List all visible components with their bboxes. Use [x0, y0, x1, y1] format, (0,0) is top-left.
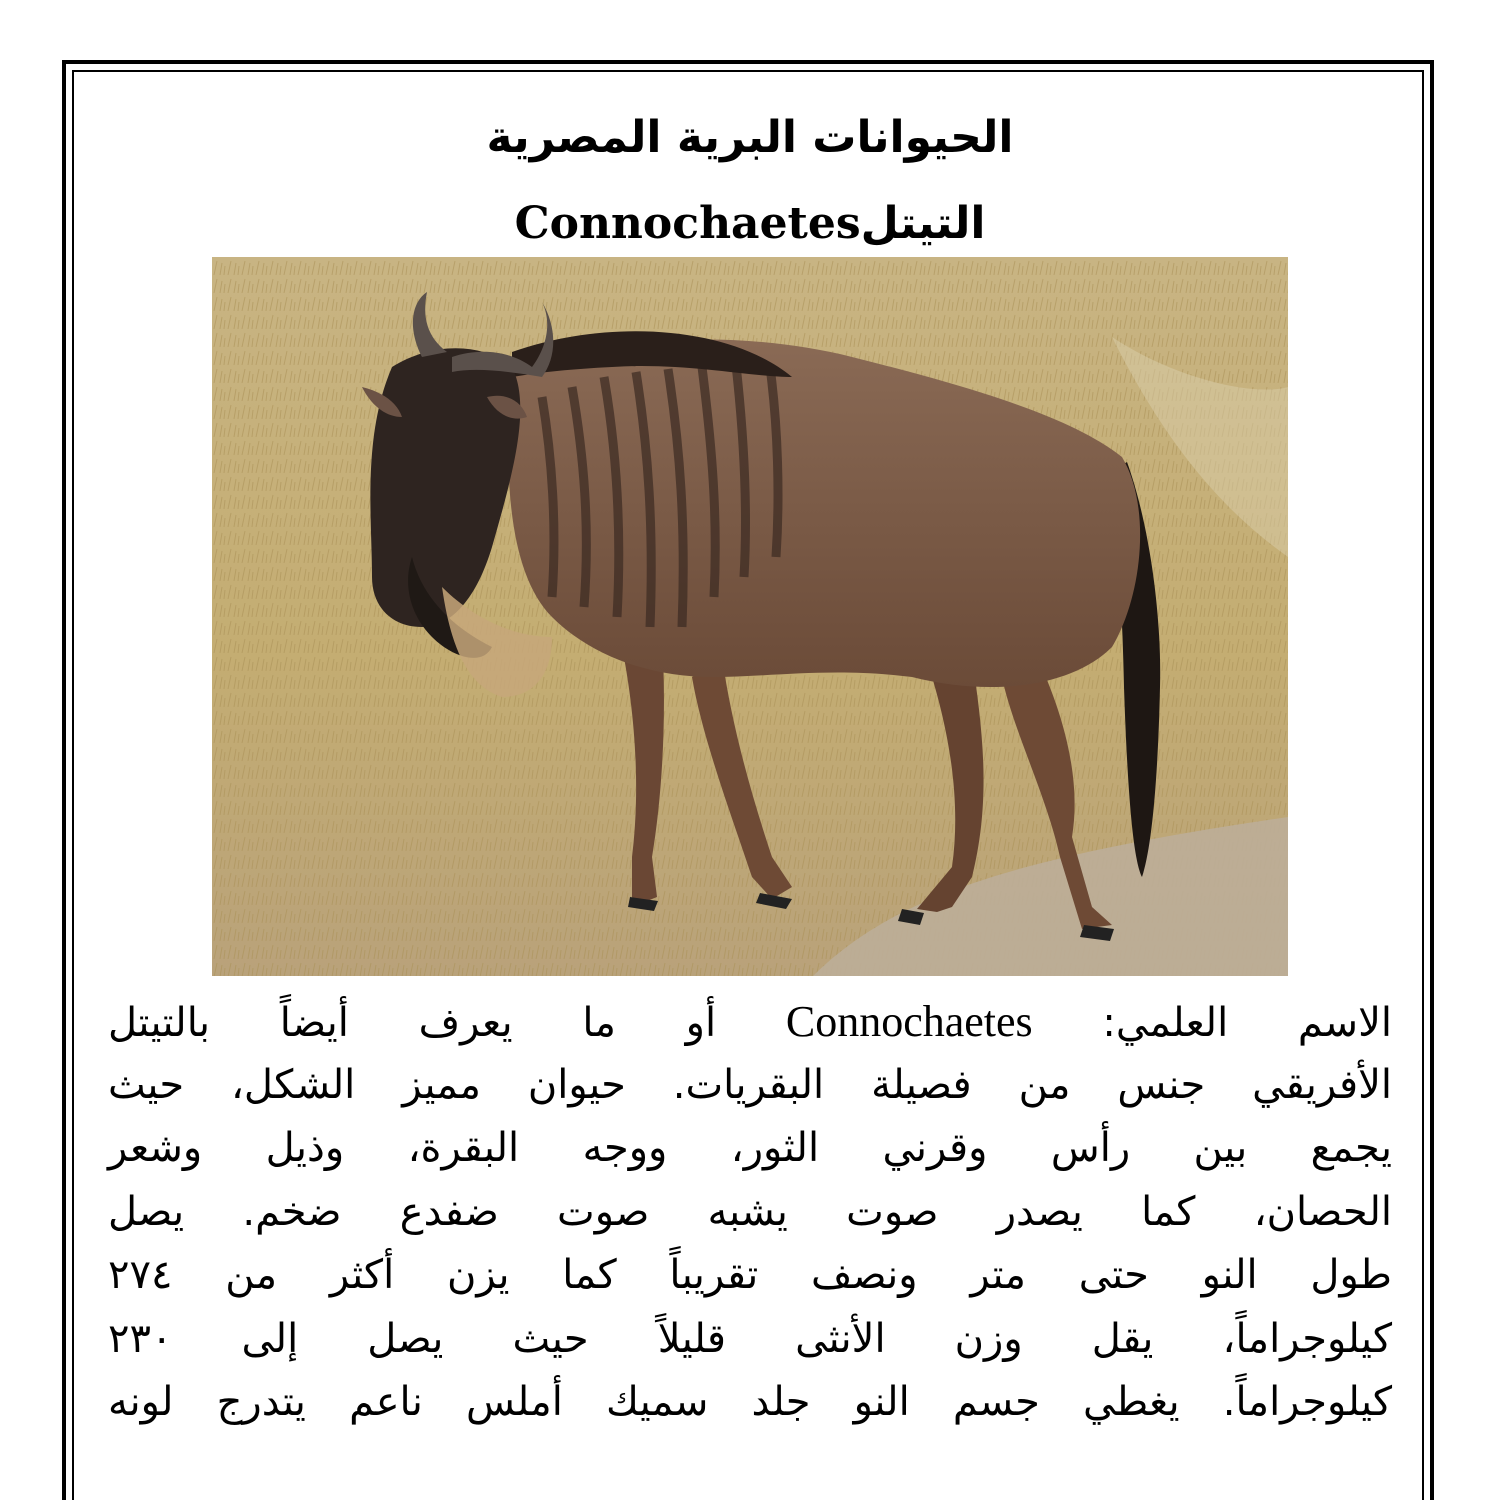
subtitle-arabic: التيتل — [860, 198, 986, 249]
body-line-4: الحصان، كما يصدر صوت يشبه صوت ضفدع ضخم. يصل — [108, 1188, 1392, 1235]
page-title: الحيوانات البرية المصرية — [486, 112, 1014, 163]
subtitle-latin: Connochaetes — [514, 198, 861, 249]
body-line-7: كيلوجراماً. يغطي جسم النو جلد سميك أملس ناعم يتدرج لونه — [108, 1379, 1392, 1425]
body-paragraph — [108, 990, 1392, 1435]
body-line-1 — [108, 990, 1392, 1054]
body-line-1-start: الاسم العلمي: — [1032, 1000, 1392, 1046]
scientific-name: Connochaetes — [785, 997, 1033, 1046]
body-line-5: طول النو حتى متر ونصف تقريباً كما يزن أكثر من ٢٧٤ — [108, 1252, 1392, 1298]
body-line-1-end: أو ما يعرف أيضاً بالتيتل — [108, 1000, 786, 1046]
body-line-2: الأفريقي جنس من فصيلة البقريات. حيوان مميز الشكل، حيث — [108, 1061, 1392, 1108]
body-line-6: كيلوجراماً، يقل وزن الأنثى قليلاً حيث يصل إلى ٢٣٠ — [108, 1315, 1392, 1362]
wildebeest-photo — [212, 257, 1288, 976]
body-line-3: يجمع بين رأس وقرني الثور، ووجه البقرة، وذيل وشعر — [108, 1125, 1392, 1171]
page-subtitle — [0, 198, 1500, 249]
